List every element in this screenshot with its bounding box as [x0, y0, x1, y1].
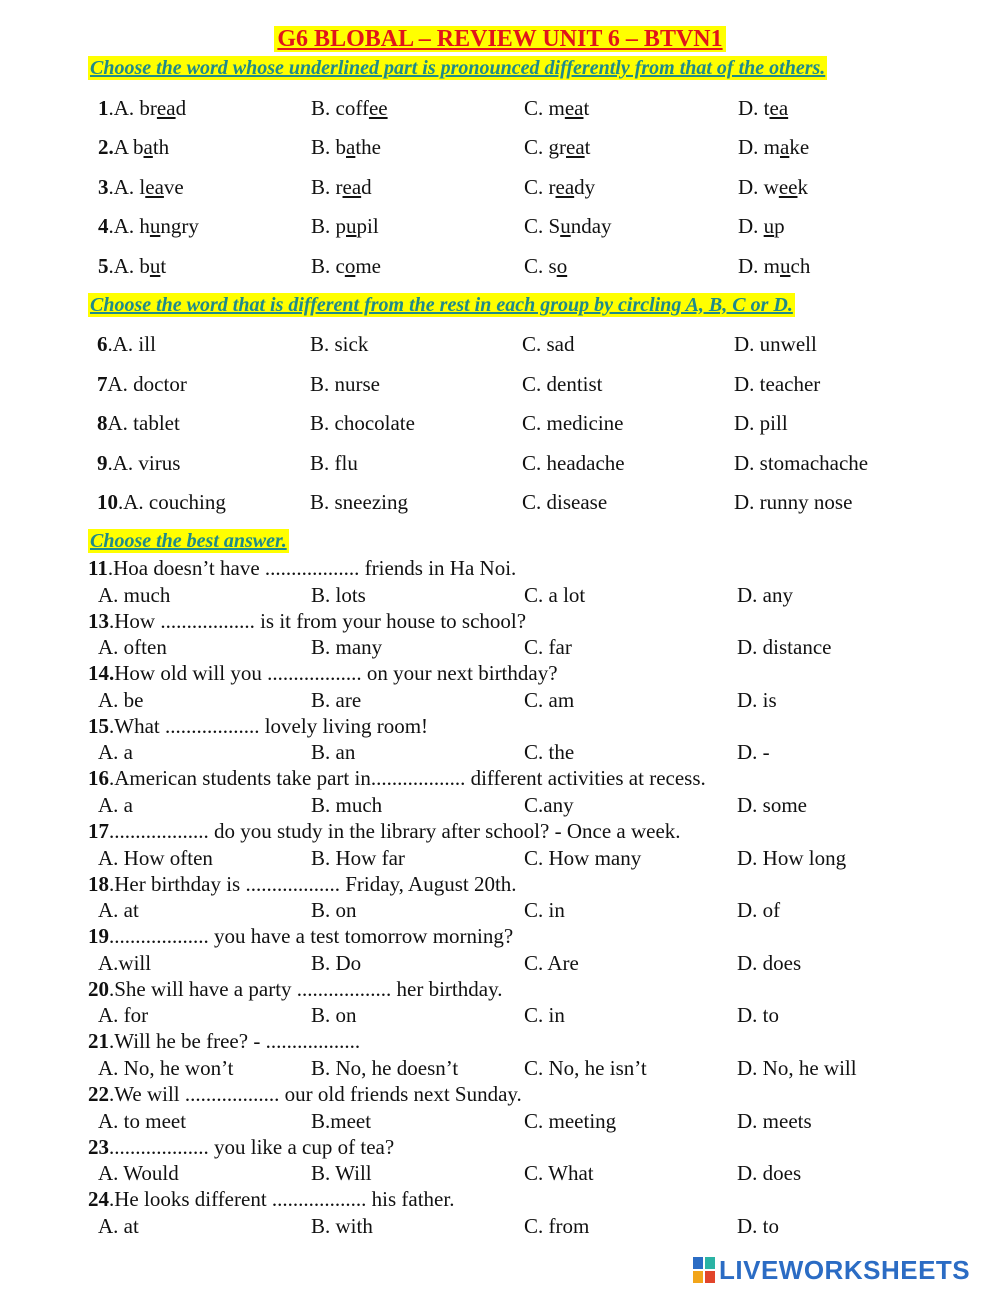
- option-text-pre: .A. b: [108, 254, 150, 278]
- question-text: [88, 660, 558, 686]
- answer-option[interactable]: [524, 95, 589, 121]
- question-number: 10: [97, 490, 118, 514]
- answer-row: [0, 1108, 1000, 1134]
- answer-option[interactable]: A.will: [98, 950, 152, 975]
- answer-option[interactable]: B. Do: [311, 950, 362, 975]
- answer-option[interactable]: [97, 450, 180, 476]
- underlined-part: a: [780, 135, 790, 159]
- option-text-post: nday: [570, 214, 612, 238]
- answer-row: [0, 634, 1000, 660]
- answer-option[interactable]: B. on: [311, 898, 357, 923]
- question-text: [88, 976, 502, 1002]
- question-number: 1: [98, 96, 109, 120]
- option-text-post: ch: [790, 254, 811, 278]
- underlined-part: ea: [342, 175, 362, 199]
- question-number: 7: [97, 372, 108, 396]
- question-number: 5: [98, 254, 109, 278]
- option-text-pre: C. S: [524, 214, 561, 238]
- question-stem: .American students take part in.................. different activities at recess.: [109, 766, 706, 791]
- liveworksheets-logo-icon: [693, 1257, 715, 1283]
- option-text-pre: B. b: [311, 135, 347, 159]
- question-row: [0, 95, 1000, 121]
- underlined-part: u: [149, 214, 161, 238]
- underlined-part: ee: [778, 175, 798, 199]
- section3-instruction: Choose the best answer.: [90, 530, 287, 552]
- answer-option[interactable]: D. does: [737, 1161, 802, 1186]
- worksheet-title: G6 BLOBAL – REVIEW UNIT 6 – BTVN1: [0, 24, 1000, 54]
- question-stem: .Her birthday is .................. Friday, August 20th.: [109, 871, 517, 896]
- answer-option[interactable]: [310, 489, 408, 515]
- question-text: [88, 608, 526, 634]
- question-text: [88, 923, 513, 949]
- underlined-part: u: [346, 214, 357, 238]
- question-row: [0, 174, 1000, 200]
- answer-option[interactable]: D. any: [737, 582, 793, 607]
- answer-option[interactable]: A. a: [98, 740, 133, 765]
- question-stem: ................... you have a test tomorrow morning?: [109, 924, 514, 949]
- answer-option[interactable]: [310, 331, 368, 357]
- answer-option[interactable]: [738, 253, 810, 279]
- underlined-part: ea: [769, 96, 789, 120]
- option-text-post: p: [774, 214, 785, 238]
- answer-option[interactable]: A. No, he won’t: [98, 1055, 234, 1080]
- option-text: C. dentist: [522, 372, 603, 396]
- answer-option[interactable]: [310, 371, 380, 397]
- underlined-part: ea: [555, 175, 575, 199]
- option-text-post: ke: [789, 135, 810, 159]
- question-text: [88, 765, 706, 791]
- answer-option[interactable]: D. does: [737, 950, 802, 975]
- option-text: C. headache: [522, 451, 625, 475]
- answer-option[interactable]: B. on: [311, 1003, 357, 1028]
- question-number: 11: [88, 556, 108, 580]
- answer-option[interactable]: A. Would: [98, 1161, 179, 1186]
- question-text: [88, 713, 428, 739]
- question-number: 2.: [98, 135, 114, 159]
- option-text: D. pill: [734, 411, 788, 435]
- question-text: [88, 555, 516, 581]
- question-stem: How old will you .................. on your next birthday?: [114, 661, 558, 686]
- option-text: B. sneezing: [310, 490, 408, 514]
- option-text: A. tablet: [107, 411, 180, 435]
- question-row: [0, 410, 1000, 436]
- question-number: 18: [88, 871, 109, 896]
- answer-option[interactable]: [524, 134, 591, 160]
- answer-option[interactable]: [97, 371, 187, 397]
- answer-option[interactable]: D. of: [737, 898, 781, 923]
- answer-option[interactable]: C. How many: [524, 845, 642, 870]
- answer-option[interactable]: A. be: [98, 687, 144, 712]
- option-text: D. teacher: [734, 372, 821, 396]
- question-text: [88, 818, 681, 844]
- question-text: [88, 1186, 454, 1212]
- answer-option[interactable]: C. in: [524, 1003, 565, 1028]
- option-text-pre: B. c: [311, 254, 345, 278]
- answer-row: [0, 792, 1000, 818]
- answer-option[interactable]: [97, 331, 156, 357]
- option-text: B. flu: [310, 451, 358, 475]
- underlined-part: ee: [368, 96, 388, 120]
- question-number: 19: [88, 924, 109, 949]
- answer-row: [0, 582, 1000, 608]
- answer-row: [0, 1002, 1000, 1028]
- answer-option[interactable]: D. is: [737, 687, 777, 712]
- option-text-pre: B. coff: [311, 96, 369, 120]
- answer-option[interactable]: B. No, he doesn’t: [311, 1055, 459, 1080]
- option-text: D. stomachache: [734, 451, 869, 475]
- question-number: 16: [88, 766, 109, 791]
- option-text: .A. couching: [118, 490, 226, 514]
- option-text-pre: C. m: [524, 96, 565, 120]
- answer-option[interactable]: [734, 410, 788, 436]
- answer-option[interactable]: C. far: [524, 635, 572, 660]
- answer-row: [0, 845, 1000, 871]
- option-text-pre: .A. br: [108, 96, 157, 120]
- question-number: 6: [97, 332, 108, 356]
- answer-option[interactable]: [522, 410, 623, 436]
- answer-option[interactable]: [311, 95, 388, 121]
- answer-option[interactable]: C. meeting: [524, 1108, 617, 1133]
- question-number: 13: [88, 608, 109, 633]
- answer-option[interactable]: [310, 410, 415, 436]
- question-row: [0, 213, 1000, 239]
- question-row: [0, 253, 1000, 279]
- underlined-part: ea: [145, 175, 164, 199]
- question-number: 14.: [88, 661, 115, 686]
- answer-row: [0, 1213, 1000, 1239]
- option-text: C. sad: [522, 332, 575, 356]
- option-text: B. chocolate: [310, 411, 415, 435]
- answer-option[interactable]: A. to meet: [98, 1108, 187, 1133]
- answer-option[interactable]: A. at: [98, 1213, 139, 1238]
- answer-option[interactable]: [738, 134, 809, 160]
- answer-option[interactable]: D. No, he will: [737, 1055, 857, 1080]
- answer-option[interactable]: A. How often: [98, 845, 213, 870]
- underlined-part: u: [763, 214, 775, 238]
- option-text-post: pil: [356, 214, 379, 238]
- answer-option[interactable]: [524, 174, 595, 200]
- underlined-part: u: [560, 214, 571, 238]
- question-stem: ................... do you study in the library after school? - Once a week.: [109, 819, 681, 843]
- underlined-part: ea: [564, 96, 584, 120]
- question-number: 20: [88, 976, 109, 1001]
- answer-option[interactable]: D. How long: [737, 845, 847, 870]
- answer-option[interactable]: C. the: [524, 740, 575, 765]
- answer-option[interactable]: [522, 371, 603, 397]
- question-stem: .He looks different .................. his father.: [109, 1187, 455, 1212]
- question-text: [88, 1081, 522, 1107]
- answer-option[interactable]: [98, 213, 199, 239]
- option-text-post: t: [583, 96, 590, 120]
- answer-option[interactable]: [311, 134, 381, 160]
- question-number: 15: [88, 713, 109, 738]
- answer-row: [0, 1055, 1000, 1081]
- answer-option[interactable]: B. lots: [311, 582, 366, 607]
- answer-row: [0, 739, 1000, 765]
- underlined-part: u: [149, 254, 161, 278]
- answer-option[interactable]: C.any: [524, 792, 574, 817]
- answer-option[interactable]: [311, 253, 381, 279]
- answer-option[interactable]: [738, 95, 788, 121]
- underlined-part: a: [346, 135, 356, 159]
- answer-option[interactable]: [522, 489, 607, 515]
- question-number: 22: [88, 1082, 109, 1106]
- answer-option[interactable]: [738, 174, 808, 200]
- question-text: [88, 1134, 394, 1160]
- answer-option[interactable]: B. much: [311, 792, 383, 817]
- answer-option[interactable]: C. Are: [524, 950, 579, 975]
- answer-option[interactable]: D. to: [737, 1213, 779, 1238]
- answer-row: [0, 1160, 1000, 1186]
- question-text: [88, 871, 517, 897]
- answer-option[interactable]: [522, 331, 575, 357]
- question-number: 9: [97, 451, 108, 475]
- answer-option[interactable]: [98, 253, 166, 279]
- question-stem: .We will .................. our old friends next Sunday.: [109, 1082, 522, 1106]
- option-text: .A. ill: [107, 332, 156, 356]
- option-text-pre: .A. l: [108, 175, 146, 199]
- option-text-pre: B. p: [311, 214, 347, 238]
- answer-option[interactable]: [98, 95, 186, 121]
- answer-option[interactable]: C. No, he isn’t: [524, 1055, 647, 1080]
- question-stem: .Will he be free? - ..................: [109, 1029, 361, 1054]
- option-text-post: t: [160, 254, 167, 278]
- question-stem: ................... you like a cup of tea?: [109, 1134, 395, 1159]
- footer-brand: LIVEWORKSHEETS: [719, 1254, 971, 1285]
- answer-option[interactable]: B. are: [311, 687, 362, 712]
- footer-logo[interactable]: [693, 1253, 970, 1287]
- option-text: C. disease: [522, 490, 608, 514]
- option-text-pre: D. m: [738, 135, 780, 159]
- option-text-post: d: [361, 175, 372, 199]
- answer-option[interactable]: D. some: [737, 792, 807, 817]
- answer-row: [0, 897, 1000, 923]
- underlined-part: ea: [566, 135, 585, 159]
- question-stem: .How .................. is it from your house to school?: [109, 608, 527, 633]
- answer-row: [0, 687, 1000, 713]
- option-text-pre: C. r: [524, 175, 556, 199]
- answer-option[interactable]: [734, 371, 820, 397]
- answer-option[interactable]: D. distance: [737, 635, 832, 660]
- answer-option[interactable]: [98, 174, 184, 200]
- answer-option[interactable]: C. What: [524, 1161, 594, 1186]
- answer-option[interactable]: C. from: [524, 1213, 590, 1238]
- option-text-post: k: [797, 175, 808, 199]
- option-text-post: t: [584, 135, 591, 159]
- question-row: [0, 331, 1000, 357]
- question-number: 4: [98, 214, 109, 238]
- answer-option[interactable]: A. much: [98, 582, 171, 607]
- option-text-pre: C. s: [524, 254, 557, 278]
- answer-option[interactable]: [98, 134, 169, 160]
- option-text-post: ve: [163, 175, 184, 199]
- option-text-post: dy: [574, 175, 596, 199]
- question-row: [0, 371, 1000, 397]
- answer-option[interactable]: A. for: [98, 1003, 149, 1028]
- question-number: 23: [88, 1134, 109, 1159]
- answer-option[interactable]: [311, 213, 379, 239]
- answer-option[interactable]: C. am: [524, 687, 575, 712]
- option-text: C. medicine: [522, 411, 624, 435]
- answer-option[interactable]: [97, 489, 226, 515]
- answer-option[interactable]: [734, 450, 868, 476]
- question-row: [0, 134, 1000, 160]
- option-text-post: ngry: [160, 214, 199, 238]
- option-text-pre: D. w: [738, 175, 779, 199]
- option-text: A. doctor: [107, 372, 187, 396]
- answer-option[interactable]: [524, 253, 567, 279]
- option-text-pre: D. m: [738, 254, 780, 278]
- answer-option[interactable]: C. a lot: [524, 582, 586, 607]
- answer-option[interactable]: B. many: [311, 635, 383, 660]
- answer-option[interactable]: B. an: [311, 740, 356, 765]
- question-row: [0, 450, 1000, 476]
- answer-option[interactable]: [522, 450, 625, 476]
- option-text: B. nurse: [310, 372, 380, 396]
- option-text: D. unwell: [734, 332, 817, 356]
- answer-option[interactable]: A. a: [98, 792, 133, 817]
- answer-row: [0, 950, 1000, 976]
- option-text-post: d: [175, 96, 187, 120]
- option-text-pre: .A. h: [108, 214, 150, 238]
- answer-option[interactable]: B. with: [311, 1213, 373, 1238]
- option-text-pre: B. r: [311, 175, 343, 199]
- option-text-pre: C. gr: [524, 135, 566, 159]
- option-text-post: th: [152, 135, 170, 159]
- answer-option[interactable]: D. meets: [737, 1108, 812, 1133]
- answer-option[interactable]: B. How far: [311, 845, 405, 870]
- answer-option[interactable]: A. at: [98, 898, 139, 923]
- answer-option[interactable]: D. to: [737, 1003, 779, 1028]
- answer-option[interactable]: [738, 213, 785, 239]
- underlined-part: u: [780, 254, 791, 278]
- option-text: .A. virus: [107, 451, 181, 475]
- option-text: D. runny nose: [734, 490, 853, 514]
- option-text-post: me: [355, 254, 381, 278]
- question-text: [88, 1028, 360, 1054]
- question-number: 8: [97, 411, 108, 435]
- answer-option[interactable]: B.meet: [311, 1108, 372, 1133]
- question-stem: .Hoa doesn’t have .................. friends in Ha Noi.: [107, 556, 517, 580]
- option-text-pre: D. t: [738, 96, 770, 120]
- underlined-part: a: [143, 135, 153, 159]
- answer-option[interactable]: [524, 213, 612, 239]
- answer-option[interactable]: [97, 410, 180, 436]
- underlined-part: o: [344, 254, 356, 278]
- option-text-pre: A b: [113, 135, 144, 159]
- question-number: 17: [88, 819, 109, 843]
- answer-option[interactable]: A. often: [98, 635, 167, 660]
- answer-option[interactable]: B. Will: [311, 1161, 372, 1186]
- option-text-post: the: [355, 135, 381, 159]
- option-text: B. sick: [310, 332, 369, 356]
- answer-option[interactable]: [734, 489, 852, 515]
- underlined-part: ea: [156, 96, 176, 120]
- section1-instruction: Choose the word whose underlined part is pronounced differently from that of the others.: [90, 57, 826, 79]
- underlined-part: o: [556, 254, 568, 278]
- question-number: 3: [98, 175, 109, 199]
- question-row: [0, 489, 1000, 515]
- question-number: 24: [88, 1187, 109, 1212]
- question-stem: .What .................. lovely living room!: [109, 713, 429, 738]
- question-number: 21: [88, 1029, 109, 1054]
- answer-option[interactable]: [734, 331, 817, 357]
- answer-option[interactable]: [311, 174, 372, 200]
- option-text-pre: D.: [738, 214, 764, 238]
- answer-option[interactable]: C. in: [524, 898, 565, 923]
- question-stem: .She will have a party .................. her birthday.: [109, 976, 503, 1001]
- answer-option[interactable]: D. -: [737, 740, 770, 765]
- answer-option[interactable]: [310, 450, 358, 476]
- section2-instruction: Choose the word that is different from the rest in each group by circling A, B, C or D.: [90, 294, 793, 316]
